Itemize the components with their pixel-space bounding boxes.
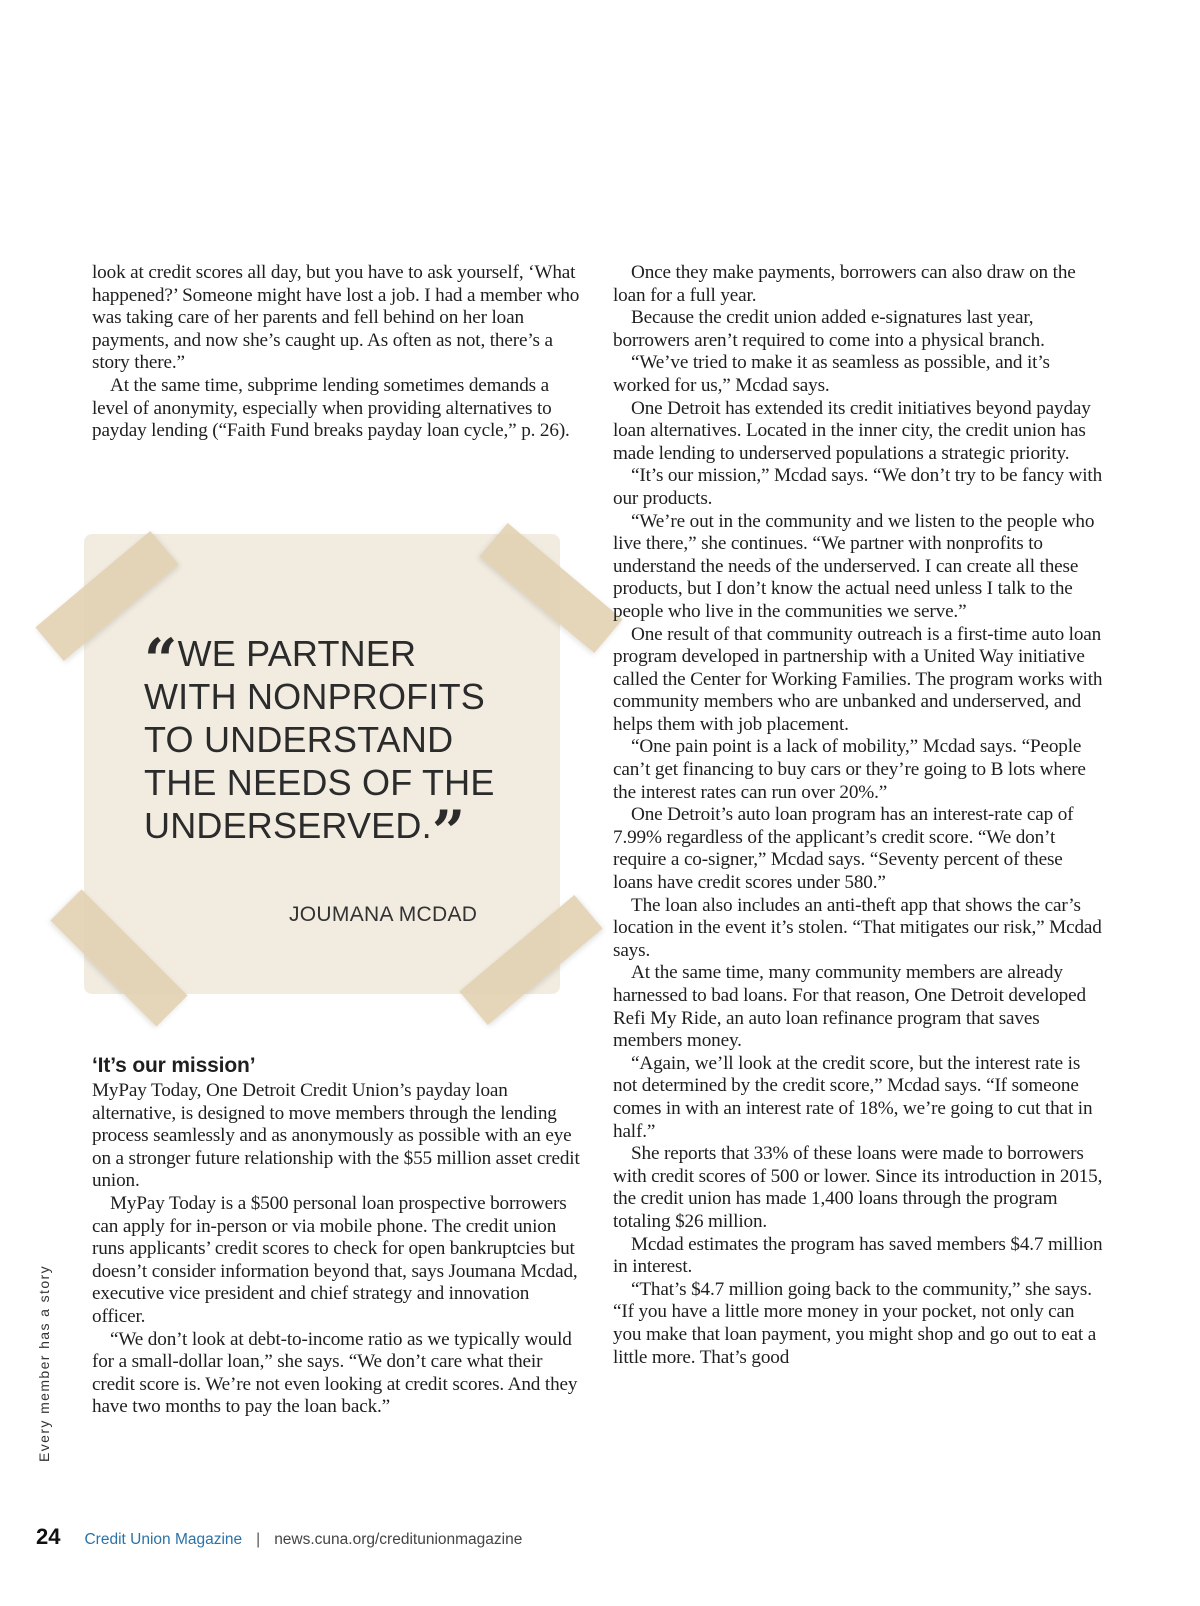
body-paragraph: “We’re out in the community and we listen to the people who live there,” she continues. “We partner with nonprofits to understand the needs of the underserved. I can create all these products, but I don’t know the actual need unless I talk to the people who live in the communities we serve.”	[613, 510, 1095, 622]
side-section-label: Every member has a story	[36, 1265, 52, 1462]
body-paragraph: “It’s our mission,” Mcdad says. “We don’t try to be fancy with our products.	[613, 465, 1103, 509]
body-paragraph: Once they make payments, borrowers can also draw on the loan for a full year.	[613, 262, 1076, 306]
section-heading: ‘It’s our mission’	[92, 1054, 256, 1077]
body-paragraph: look at credit scores all day, but you have to ask yourself, ‘What happened?’ Someone might have lost a job. I had a member who was taking care of her parents and fell behind on her loan payments, and now she’s caught up. As often as not, there’s a story there.”	[92, 262, 580, 374]
page-number: 24	[36, 1524, 61, 1549]
left-column-top	[92, 262, 584, 443]
body-paragraph: One Detroit’s auto loan program has an interest-rate cap of 7.99% regardless of the applicant’s credit score. “We don’t require a co-signer,” Mcdad says. “Seventy percent of these loans have credit scores under 580.”	[613, 804, 1074, 894]
body-paragraph: Because the credit union added e-signatures last year, borrowers aren’t required to come into a physical branch.	[613, 307, 1045, 351]
body-paragraph: “One pain point is a lack of mobility,” Mcdad says. “People can’t get financing to buy cars or they’re going to B lots where the interest rates can run over 20%.”	[613, 736, 1086, 803]
close-quote-mark: ”	[431, 798, 466, 866]
tape-strip	[459, 895, 602, 1025]
body-paragraph: At the same time, many community members are already harnessed to bad loans. For that reason, One Detroit developed Refi My Ride, an auto loan refinance program that saves members money.	[613, 962, 1086, 1052]
right-column	[613, 262, 1105, 1369]
body-paragraph: “We’ve tried to make it as seamless as possible, and it’s worked for us,” Mcdad says.	[613, 352, 1050, 396]
pull-quote-attribution: JOUMANA MCDAD	[289, 903, 478, 926]
body-paragraph: The loan also includes an anti-theft app that shows the car’s location in the event it’s stolen. “That mitigates our risk,” Mcdad says.	[613, 894, 1102, 961]
pull-quote-text	[144, 626, 504, 866]
body-paragraph: At the same time, subprime lending sometimes demands a level of anonymity, especially when providing alternatives to payday lending (“Faith Fund breaks payday loan cycle,” p. 26).	[92, 374, 570, 442]
body-paragraph: MyPay Today, One Detroit Credit Union’s payday loan alternative, is designed to move members through the lending process seamlessly and as anonymously as possible with an eye on a stronger future relationship with the $55 million asset credit union.	[92, 1080, 580, 1192]
footer-separator: |	[256, 1531, 261, 1548]
body-paragraph: One Detroit has extended its credit initiatives beyond payday loan alternatives. Located in the inner city, the credit union has made lending to underserved populations a strategic priority.	[613, 397, 1091, 464]
body-paragraph: MyPay Today is a $500 personal loan prospective borrowers can apply for in-person or via mobile phone. The credit union runs applicants’ credit scores to check for open bankruptcies but doesn’t consider information beyond that, says Joumana Mcdad, executive vice president and chief strategy and innovation officer.	[92, 1192, 578, 1327]
pull-quote-note	[84, 534, 560, 994]
magazine-name: Credit Union Magazine	[84, 1531, 243, 1548]
pull-quote-body: WE PARTNER WITH NONPROFITS TO UNDERSTAND THE NEEDS OF THE UNDERSERVED.	[144, 633, 495, 846]
body-paragraph: One result of that community outreach is a first-time auto loan program developed in partnership with a United Way initiative called the Center for Working Families. The program works with community members who are unbanked and underserved, and helps them with job placement.	[613, 623, 1103, 735]
body-paragraph: “Again, we’ll look at the credit score, but the interest rate is not determined by the credit score,” Mcdad says. “If someone comes in with an interest rate of 18%, we’re going to cut that in half.”	[613, 1052, 1093, 1142]
tape-strip	[50, 889, 187, 1026]
open-quote-mark: “	[144, 626, 178, 694]
page-footer	[36, 1524, 522, 1554]
footer-url[interactable]: news.cuna.org/creditunionmagazine	[274, 1531, 523, 1548]
body-paragraph: She reports that 33% of these loans were made to borrowers with credit scores of 500 or lower. Since its introduction in 2015, the credit union has made 1,400 loans through the program totaling $26 million.	[613, 1143, 1103, 1232]
left-column-section	[92, 1054, 584, 1419]
body-paragraph: “That’s $4.7 million going back to the community,” she says. “If you have a little more money in your pocket, not only can you make that loan payment, you might shop and go out to eat a little more. That’s good	[613, 1278, 1097, 1368]
body-paragraph: “We don’t look at debt-to-income ratio as we typically would for a small-dollar loan,” she says. “We don’t care what their credit score is. We’re not even looking at credit scores. And they have two months to pay the loan back.”	[92, 1328, 578, 1418]
body-paragraph: Mcdad estimates the program has saved members $4.7 million in interest.	[613, 1233, 1103, 1278]
